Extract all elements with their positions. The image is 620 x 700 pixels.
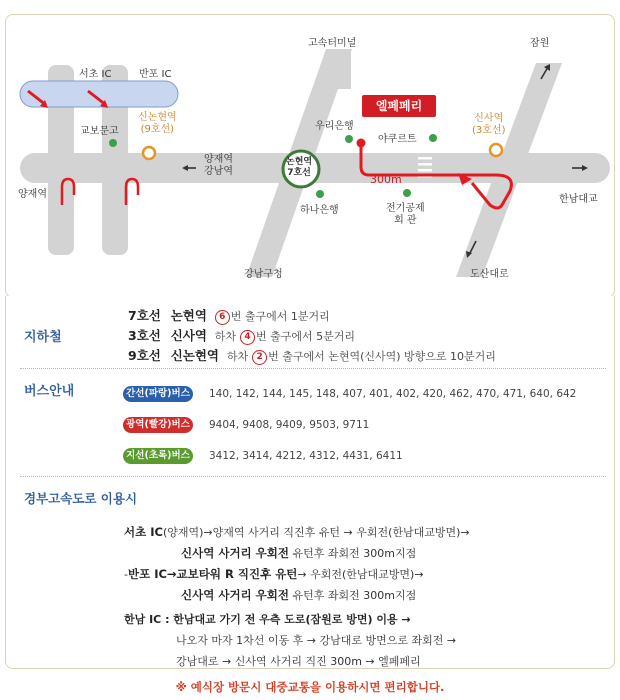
footer-note: ※ 예식장 방문시 대중교통을 이용하시면 편리합니다. — [175, 680, 445, 694]
subway-line: 3호선 — [128, 328, 161, 343]
subway-station: 신사역 — [170, 328, 207, 343]
exit-number-icon: 6 — [215, 310, 230, 325]
subway-desc: 번 출구에서 논현역(신사역) 방향으로 10분거리 — [268, 350, 496, 363]
label-woori-bank: 우리은행 — [315, 121, 354, 132]
banpo-route-line2: 신사역 사거리 우회전 유턴후 좌회전 300m지점 — [181, 588, 417, 602]
exit-number-icon: 4 — [240, 330, 255, 345]
venue-dot — [357, 139, 366, 148]
subway-station: 논현역 — [170, 308, 207, 323]
subway-row-line7 — [128, 306, 330, 325]
subway-desc: 번 출구에서 5분거리 — [256, 330, 356, 343]
label-hannam-bridge: 한남대교 — [559, 194, 598, 205]
label-dosan-road: 도산대로 — [470, 269, 509, 280]
yakult-dot — [429, 134, 437, 142]
seocho-route-line2: 신사역 사거리 우회전 유턴후 좌회전 300m지점 — [181, 546, 417, 560]
hannam-route-line1: 한남 IC : 한남대교 가기 전 우측 도로(잠원로 방면) 이용 → — [124, 613, 411, 626]
label-yangjae-left: 양재역 — [18, 189, 47, 200]
label-nonhyeon: 논현역 7호선 — [286, 157, 313, 178]
electric-hall-dot — [403, 189, 411, 197]
bus-badge-blue: 간선(파랑)버스 — [123, 386, 193, 402]
label-sinnonhyeon: 신논현역 (9호선) — [138, 112, 177, 135]
subway-row-line9 — [128, 346, 496, 365]
bus-title: 버스안내 — [24, 384, 75, 399]
bus-badge-red: 광역(빨강)버스 — [123, 417, 193, 433]
location-map — [5, 14, 615, 298]
divider — [20, 368, 606, 369]
hana-dot — [316, 190, 324, 198]
label-jamwon: 잠원 — [530, 38, 550, 49]
subway-title: 지하철 — [24, 330, 62, 345]
bus-badge-green: 지선(초록)버스 — [123, 448, 193, 464]
bus-numbers-green: 3412, 3414, 4212, 4312, 4431, 6411 — [209, 450, 403, 462]
banpo-route-line1: -반포 IC→교보타워 R 직진후 유턴→ 우회전(한남대교방면)→ — [124, 567, 424, 581]
label-seocho-ic: 서초 IC — [79, 69, 112, 80]
subway-line: 7호선 — [128, 308, 161, 323]
seocho-route-line1: 서초 IC(양재역)→양재역 사거리 직진후 유턴 → 우회전(한남대교방면)→ — [124, 525, 470, 539]
hannam-route-line3: 강남대로 → 신사역 사거리 직진 300m → 엘페페리 — [176, 655, 421, 668]
subway-line: 9호선 — [128, 348, 161, 363]
divider — [20, 476, 606, 477]
kyobo-dot — [109, 139, 117, 147]
hannam-route-line2: 나오자 마자 1차선 이동 후 → 강남대로 방면으로 좌회전 → — [176, 634, 457, 647]
venue-label: 엘페페리 — [362, 95, 436, 117]
map-roads — [6, 15, 614, 297]
road-terminal — [327, 49, 351, 89]
subway-station: 신논현역 — [170, 348, 219, 363]
subway-desc: 번 출구에서 1분거리 — [230, 310, 330, 323]
label-banpo-ic: 반포 IC — [139, 69, 172, 80]
label-electric-hall: 전기공제 회 관 — [386, 203, 425, 226]
subway-exit-prefix: 하차 — [214, 330, 237, 343]
label-gangnam-office: 강남구청 — [244, 269, 283, 280]
woori-dot — [345, 135, 353, 143]
bus-numbers-blue: 140, 142, 144, 145, 148, 407, 401, 402, 420, 462, 470, 471, 640, 642 — [209, 388, 577, 400]
label-yangjae-gangnam: 양재역 강남역 — [204, 154, 233, 177]
label-sinsa-station: 신사역 (3호선) — [472, 113, 506, 136]
subway-row-line3 — [128, 326, 355, 345]
subway-exit-prefix: 하차 — [226, 350, 249, 363]
highway-title: 경부고속도로 이용시 — [24, 491, 138, 506]
label-kyobo: 교보문고 — [80, 126, 119, 137]
sinnonhyeon-station-marker — [143, 147, 155, 159]
bus-numbers-red: 9404, 9408, 9409, 9503, 9711 — [209, 419, 370, 431]
label-yakult: 야쿠르트 — [378, 134, 417, 145]
exit-number-icon: 2 — [252, 350, 267, 365]
label-distance: 300m — [370, 173, 402, 186]
directions-panel — [5, 296, 615, 669]
label-hana-bank: 하나은행 — [300, 205, 339, 216]
sinsa-station-marker — [490, 144, 502, 156]
label-express-terminal: 고속터미널 — [308, 38, 357, 49]
